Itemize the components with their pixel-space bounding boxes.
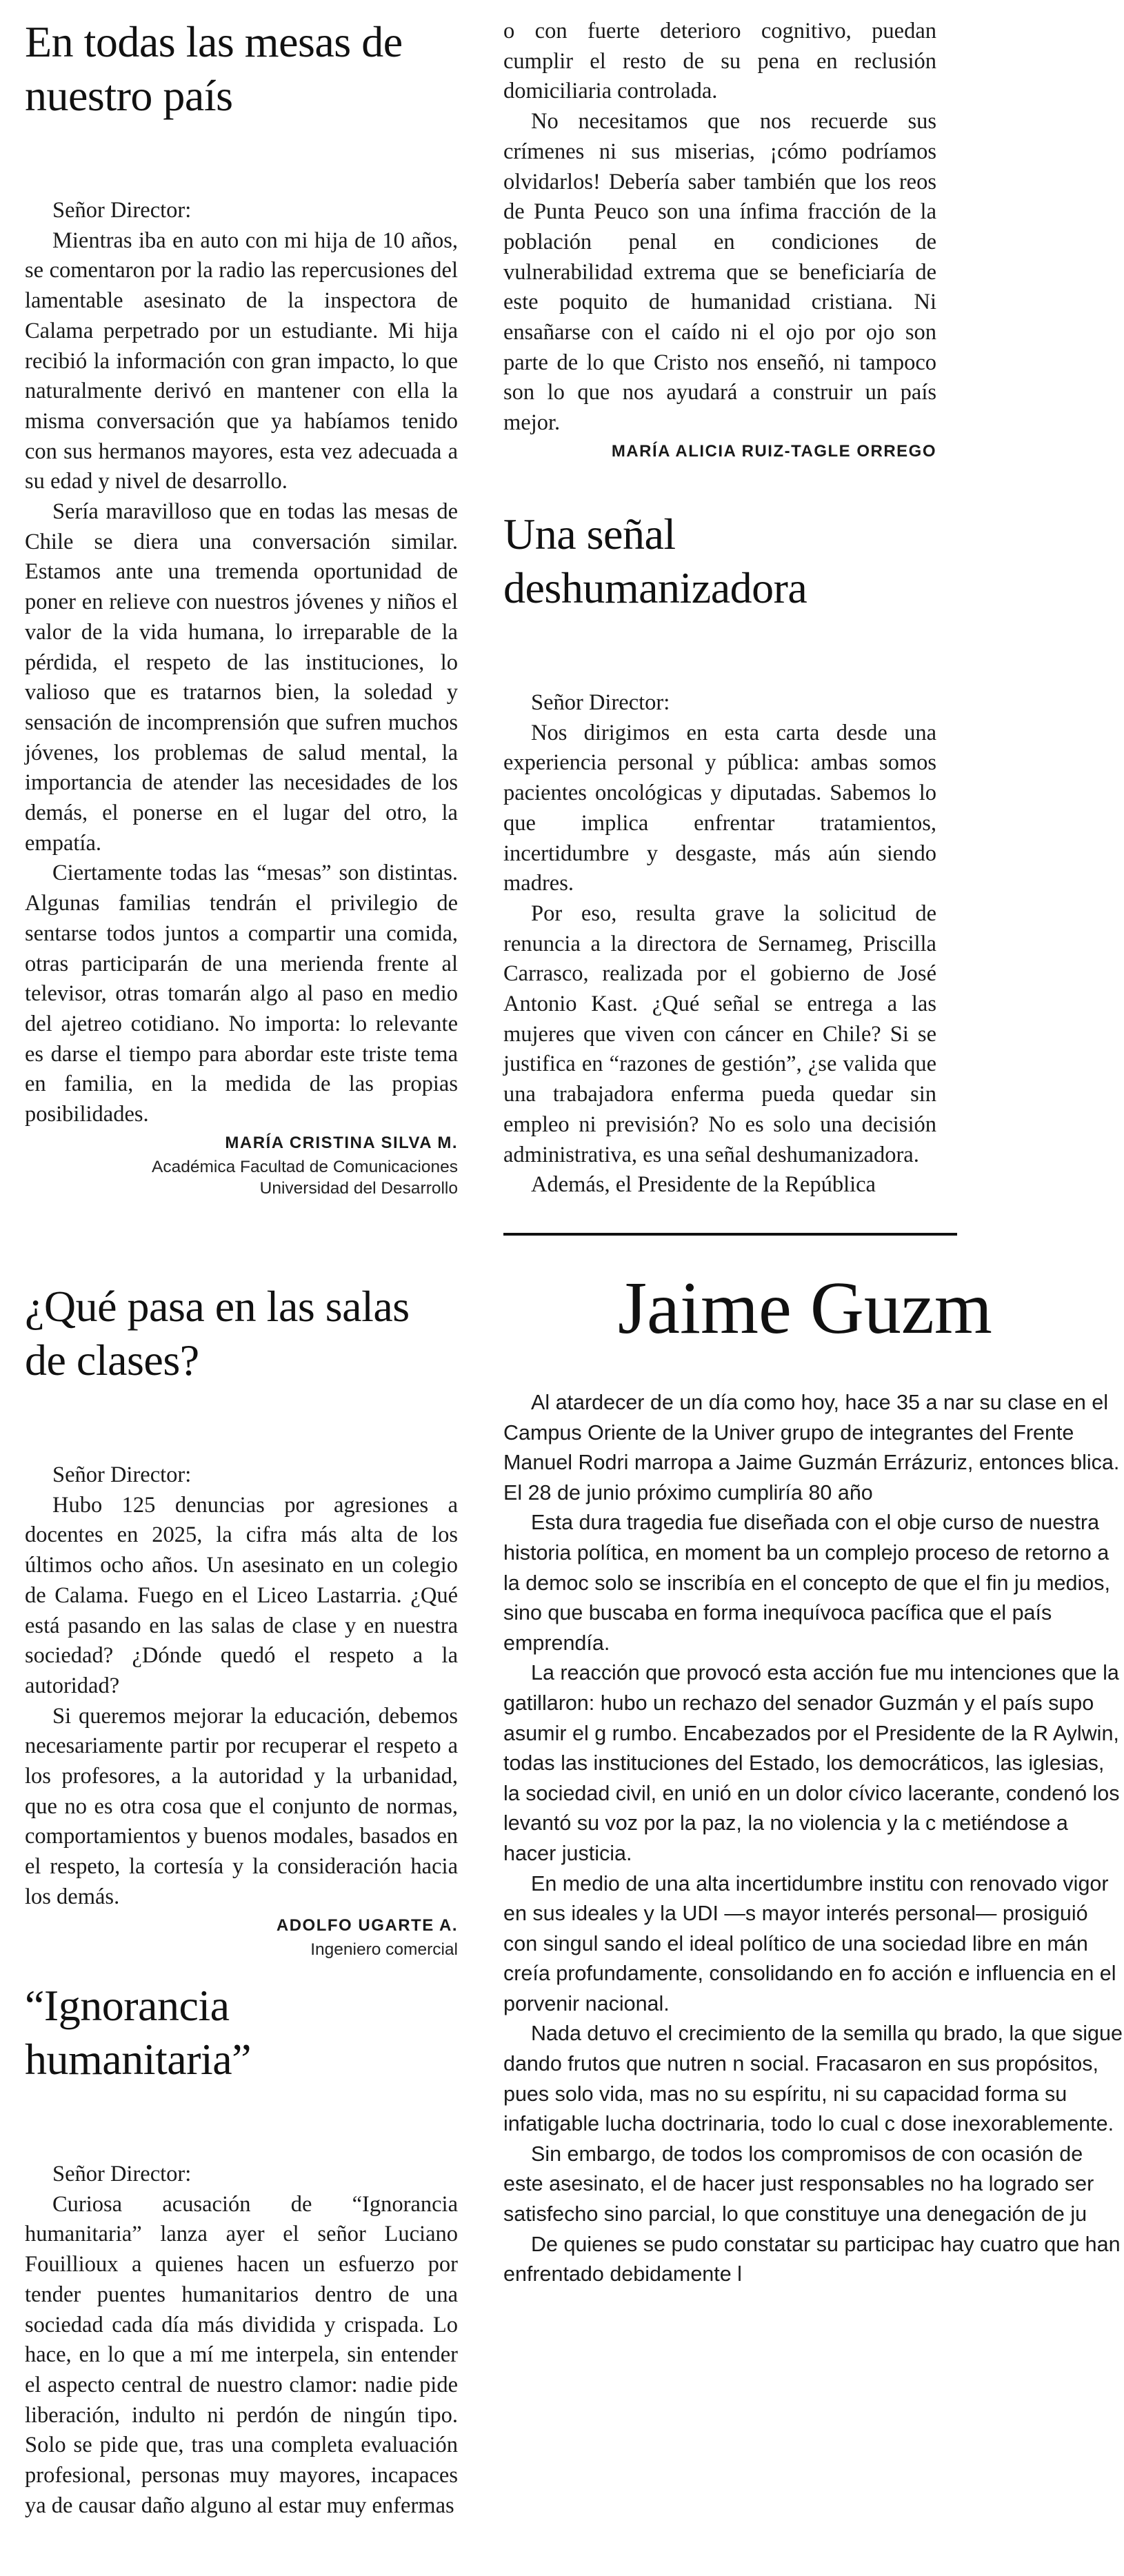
column-paragraph: Nada detuvo el crecimiento de la semilla qu brado, la que sigue dando frutos que nutren n social. Fracasaron en sus propósitos, pues solo vida, mas no su espíritu, ni su capacidad forma su infatigable lucha doctrinaria, todo lo cual c dose inexorablemente.	[503, 2022, 1123, 2136]
letter-paragraph: Por eso, resulta grave la solicitud de renuncia a la directora de Sernameg, Priscilla Carrasco, realizada por el gobierno de José Antonio Kast. ¿Qué señal se entrega a las mujeres que viven con cáncer en Chile? Si se justifica en “razones de gestión”, ¿se valida que una trabajadora enferma pueda quedar sin empleo ni previsión? No es solo una decisión administrativa, es una señal deshumanizadora.	[503, 900, 936, 1167]
letter-paragraph: Hubo 125 denuncias por agresiones a docentes en 2025, la cifra más alta de los últimos ocho años. Un asesinato en un colegio de Calama. Fuego en el Liceo Lastarria. ¿Qué está pasando en las salas de clase y en nuestra sociedad? ¿Dónde quedó el respeto a la autoridad?	[25, 1492, 458, 1698]
letter-title: En todas las mesas de nuestro país	[25, 17, 403, 120]
letter-title: ¿Qué pasa en las salas de clases?	[25, 1282, 410, 1385]
letter-senal	[503, 507, 936, 1200]
column-paragraph: Al atardecer de un día como hoy, hace 35 a nar su clase en el Campus Oriente de la Univer grupo de integrantes del Frente Manuel Rodri marropa a Jaime Guzmán Errázuriz, entonces blica. El 28 de junio próximo cumpliría 80 año	[503, 1391, 1120, 1505]
letter-affiliation: Ingeniero comercial	[310, 1940, 458, 1959]
column-paragraph: La reacción que provocó esta acción fue mu intenciones que la gatillaron: hubo un rechazo del senador Guzmán y el país supo asumir el g rumbo. Encabezados por el Presidente de la R Aylwin, todas las instituciones del Estado, los democráticos, las iglesias, la sociedad civil, en unió en un dolor cívico lacerante, condenó los levantó su voz por la paz, la no violencia y la c metiéndose a hacer justicia.	[503, 1661, 1120, 1865]
letter-paragraph: Además, el Presidente de la República	[531, 1172, 876, 1198]
letter-signature: ADOLFO UGARTE A.	[276, 1915, 458, 1935]
letter-signature: MARÍA CRISTINA SILVA M.	[225, 1133, 458, 1152]
letter-paragraph: Nos dirigimos en esta carta desde una experiencia personal y pública: ambas somos pacientes oncológicas y diputadas. Sabemos lo que implica enfrentar tratamientos, incertidumbre y desgaste, más aún siendo madres.	[503, 720, 936, 896]
letter-mesas	[25, 15, 458, 1199]
column-paragraph: De quienes se pudo constatar su participac hay cuatro que han enfrentado debidamente l	[503, 2232, 1121, 2286]
letter-paragraph: Sería maravilloso que en todas las mesas de Chile se diera una conversación similar. Estamos ante una tremenda oportunidad de poner en relieve con nuestros jóvenes y niños el valor de la vida humana, lo irreparable de la pérdida, el respeto de las instituciones, lo valioso que es tratarnos bien, la soledad y sensación de incomprensión que sufren muchos jóvenes, los problemas de salud mental, la importancia de atender las necesidades de los demás, el ponerse en el lugar del otro, la empatía.	[25, 499, 458, 856]
letter-salutation: Señor Director:	[52, 2162, 192, 2186]
letter-affiliation: Universidad del Desarrollo	[259, 1178, 458, 1198]
letter-salutation: Señor Director:	[52, 1462, 192, 1487]
letter-signature-block	[25, 1130, 458, 1199]
letter-title: Una señal deshumanizadora	[503, 510, 807, 612]
column-paragraph: Sin embargo, de todos los compromisos de con ocasión de este asesinato, el de hacer just responsables no ha logrado ser satisfecho sino parcial, lo que constituye una denegación de ju	[503, 2142, 1094, 2226]
letter-salutation: Señor Director:	[531, 690, 670, 715]
letter-signature-block	[25, 1913, 458, 1960]
column-paragraph: En medio de una alta incertidumbre institu con renovado vigor en sus ideales y la UDI —s mayor interés personal— prosiguió con singul sando el ideal político de una sociedad libre en mán creía profundamente, consolidando en fo acción e influencia en el porvenir nacional.	[503, 1871, 1116, 2015]
letter-title: “Ignorancia humanitaria”	[25, 1981, 252, 2084]
letter-ignorancia-continued	[503, 17, 936, 465]
letter-ignorancia	[25, 1979, 458, 2521]
letter-signature: MARÍA ALICIA RUIZ-TAGLE ORREGO	[611, 441, 936, 461]
column-title: Jaime Guzm	[618, 1267, 992, 1349]
letter-paragraph: Si queremos mejorar la educación, debemos necesariamente partir por recuperar el respeto a los profesores, a la autoridad y la urbanidad, que no es otra cosa que el conjunto de normas, comportamientos y buenos modales, basados en el respeto, la cortesía y la consideración hacia los demás.	[25, 1703, 458, 1909]
letter-paragraph: Ciertamente todas las “mesas” son distintas. Algunas familias tendrán el privilegio de sentarse todos juntos a compartir una comida, otras participarán de una merienda frente al televisor, otras tomarán algo al paso en medio del ajetreo cotidiano. No importa: lo relevante es darse el tiempo para abordar este triste tema en familia, en la medida de las propias posibilidades.	[25, 861, 458, 1127]
column-paragraph: Esta dura tragedia fue diseñada con el obje curso de nuestra historia política, en moment ba un complejo proceso de retorno a la democ solo se inscribía en el concepto de que el fin ju medios, sino que buscaba en forma inequívoca pacífica que el país emprendía.	[503, 1511, 1110, 1655]
letter-paragraph: Mientras iba en auto con mi hija de 10 años, se comentaron por la radio las repercusiones del lamentable asesinato de la inspectora de Calama perpetrado por un estudiante. Mi hija recibió la información con gran impacto, lo que naturalmente derivó en mantener con ella la misma conversación que ya habíamos tenido con sus hermanos mayores, esta vez adecuada a su edad y nivel de desarrollo.	[25, 228, 458, 494]
section-divider	[503, 1233, 957, 1236]
letter-signature-block	[503, 439, 936, 465]
letter-salutation: Señor Director:	[52, 198, 192, 223]
letter-affiliation: Académica Facultad de Comunicaciones	[152, 1157, 458, 1176]
letter-paragraph: Curiosa acusación de “Ignorancia humanitaria” lanza ayer el señor Luciano Fouillioux a quienes hacen un esfuerzo por tender puentes humanitarios dentro de una sociedad cada día más dividida y crispada. Lo hace, en lo que a mí me interpela, sin entender el aspecto central de nuestro clamor: nadie pide liberación, indulto ni perdón de ningún tipo. Solo se pide que, tras una completa evaluación profesional, personas muy mayores, incapaces ya de causar daño alguno al estar muy enfermas	[25, 2191, 458, 2518]
letter-paragraph: No necesitamos que nos recuerde sus crímenes ni sus miserias, ¡cómo podríamos olvidarlos! Debería saber también que los reos de Punta Peuco son una ínfima fracción de la población penal en condiciones de vulnerabilidad extrema que se beneficiaría de este poquito de humanidad cristiana. Ni ensañarse con el caído ni el ojo por ojo son parte de lo que Cristo nos enseñó, ni tampoco son lo que nos ayudará a construir un país mejor.	[503, 109, 936, 436]
letter-paragraph: o con fuerte deterioro cognitivo, puedan cumplir el resto de su pena en reclusión domiciliaria controlada.	[503, 19, 936, 104]
opinion-column-body	[503, 1388, 1124, 2290]
letter-salas	[25, 1280, 458, 1960]
